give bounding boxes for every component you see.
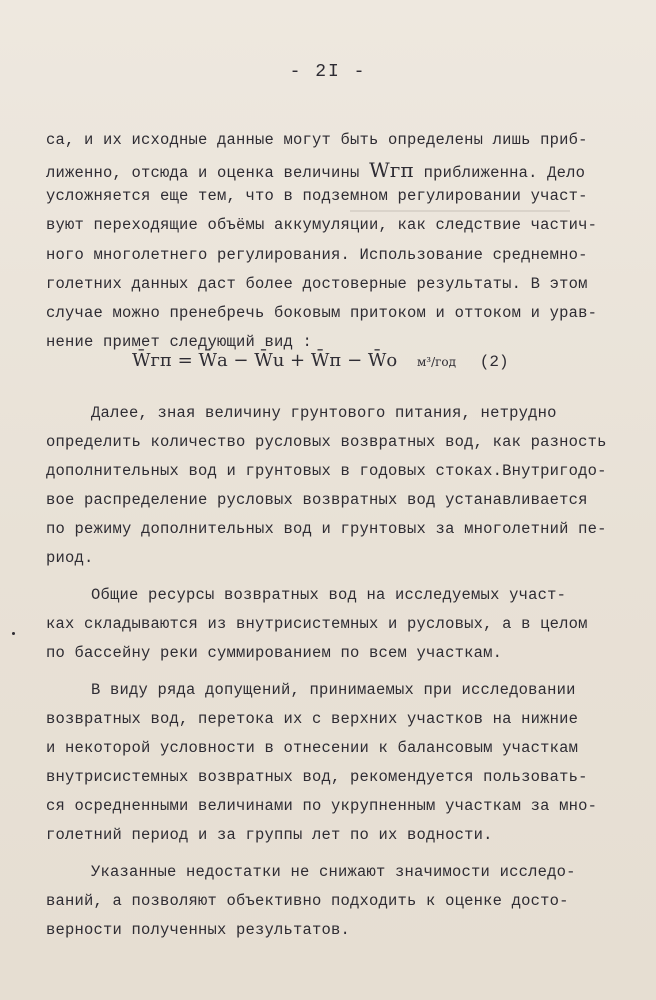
text-line: по режиму дополнительных вод и грунтовых за многолетний пе- [46, 520, 607, 538]
bleed-through-mark [350, 210, 570, 212]
text-line [46, 158, 616, 182]
page-number: - 2I - [289, 62, 367, 82]
text-line: определить количество русловых возвратных вод, как разность [46, 433, 607, 451]
text-line: вое распределение русловых возвратных вод устанавливается [46, 491, 588, 509]
formula-lhs: W̄гп [132, 350, 172, 371]
text-line: Указанные недостатки не снижают значимости исследо- [91, 863, 576, 881]
text-line: ся осредненными величинами по укрупненным участкам за мно- [46, 797, 598, 815]
text-line: Общие ресурсы возвратных вод на исследуемых участ- [91, 586, 567, 604]
formula-rhs: = W̄a − W̄u + W̄п − W̄o [177, 350, 398, 371]
text-line: и некоторой условности в отнесении к балансовым участкам [46, 739, 579, 757]
text-line: вуют переходящие объёмы аккумуляции, как следствие частич- [46, 216, 598, 234]
text-line: случае можно пренебречь боковым притоком и оттоком и урав- [46, 304, 598, 322]
text-line: по бассейну реки суммированием по всем участкам. [46, 644, 503, 662]
text-fragment: лиженно, отсюда и оценка величины [46, 164, 360, 182]
text-line: ваний, а позволяют объективно подходить к оценке досто- [46, 892, 569, 910]
text-line: В виду ряда допущений, принимаемых при исследовании [91, 681, 576, 699]
text-line: голетних данных даст более достоверные результаты. В этом [46, 275, 588, 293]
handwritten-symbol: Wгп [369, 158, 415, 182]
formula [132, 350, 552, 371]
text-line: риод. [46, 549, 94, 567]
text-line: Далее, зная величину грунтового питания, нетрудно [91, 404, 557, 422]
ink-dot [12, 632, 15, 635]
text-line: са, и их исходные данные могут быть определены лишь приб- [46, 131, 588, 149]
text-line: дополнительных вод и грунтовых в годовых стоках.Внутригодо- [46, 462, 607, 480]
text-fragment: приближенна. Дело [423, 164, 586, 182]
text-line: ках складываются из внутрисистемных и русловых, а в целом [46, 615, 588, 633]
text-line: возвратных вод, перетока их с верхних участков на нижние [46, 710, 579, 728]
formula-unit: м³/год [416, 355, 457, 369]
text-line: внутрисистемных возвратных вод, рекомендуется пользовать- [46, 768, 588, 786]
text-line: нение примет следующий вид : [46, 333, 313, 351]
formula-number: (2) [479, 353, 509, 371]
text-line: верности полученных результатов. [46, 921, 351, 939]
text-line: ного многолетнего регулирования. Использование среднемно- [46, 246, 588, 264]
text-line: голетний период и за группы лет по их водности. [46, 826, 493, 844]
text-line: усложняется еще тем, что в подземном регулировании участ- [46, 187, 588, 205]
